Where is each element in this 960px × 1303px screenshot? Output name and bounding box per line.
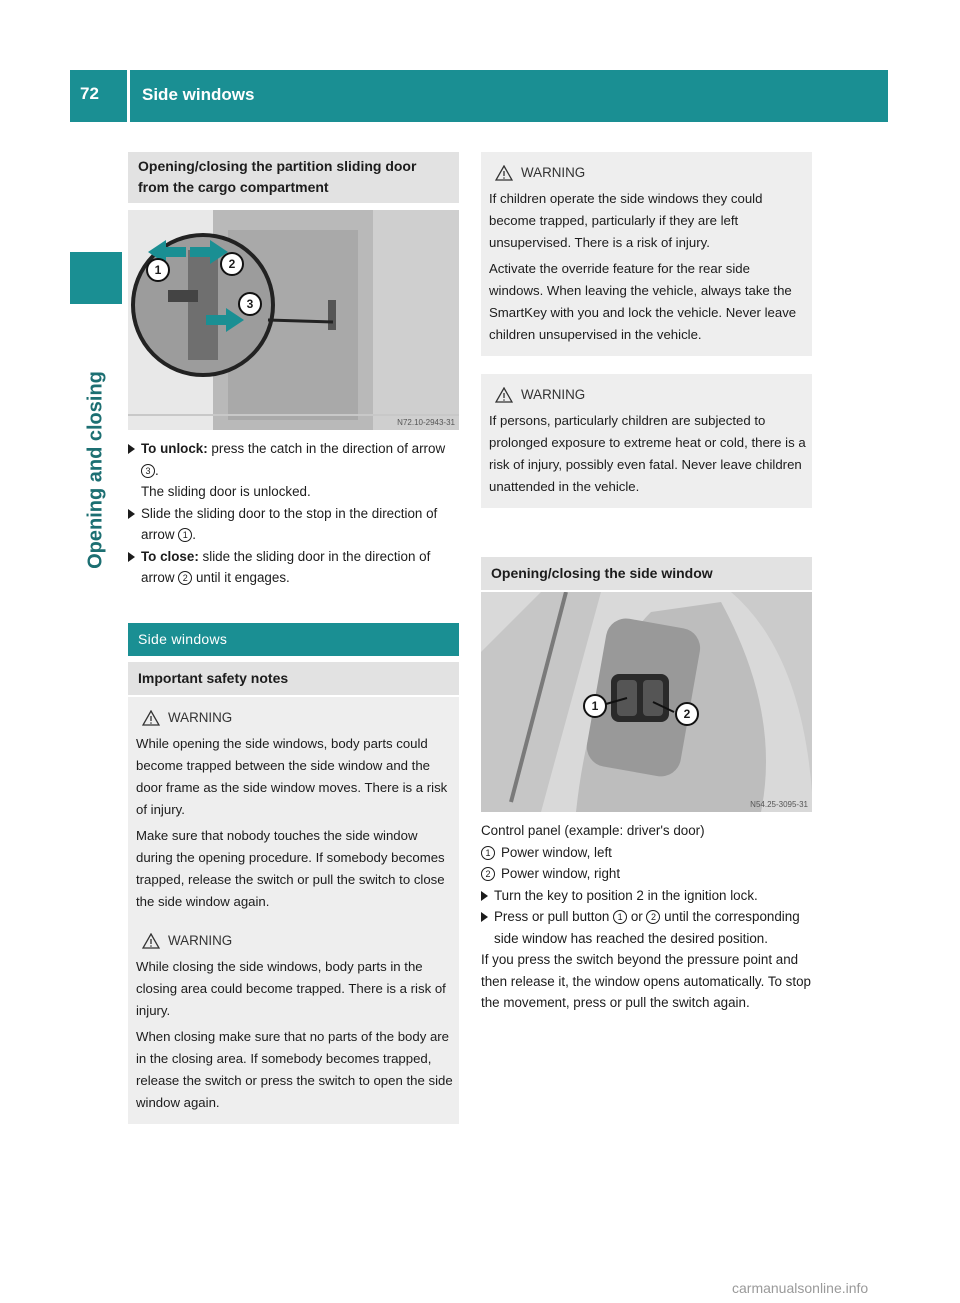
warning-text: While closing the side windows, body parts in the closing area could become trapped. There is a risk of injury. (136, 959, 446, 1018)
chapter-label: Opening and closing (84, 371, 107, 569)
section-heading-side-windows: Side windows (128, 623, 459, 656)
step-press-pull: Press or pull button 1 or 2 until the corresponding side window has reached the desired position. (481, 906, 812, 949)
callout-1: 1 (583, 694, 607, 718)
warning-text: While opening the side windows, body parts could become trapped between the side window and the door frame as the side window moves. There is a risk of injury. (136, 736, 448, 817)
warning-triangle-icon (142, 710, 160, 726)
callout-2: 2 (675, 702, 699, 726)
step-result: The sliding door is unlocked. (141, 484, 311, 499)
warning-box-opening (128, 697, 459, 923)
warning-text: Activate the override feature for the rear side windows. When leaving the vehicle, always take the SmartKey with you and lock the vehicle. Never leave children unsupervised in the vehicle. (489, 261, 797, 342)
footer-watermark: carmanualsonline.info (732, 1280, 869, 1296)
figure-side-window-control (481, 592, 812, 812)
warning-text: If persons, particularly children are subjected to prolonged exposure to extreme heat or cold, there is a risk of injury, possibly even fatal. Never leave children unattended in the vehicle. (489, 413, 806, 494)
side-window-control-illustration (481, 592, 812, 812)
callout-2: 2 (220, 252, 244, 276)
section-heading-partition-door: Opening/closing the partition sliding door from the cargo compartment (128, 152, 459, 203)
partition-door-steps (128, 438, 459, 589)
page-number: 72 (80, 84, 99, 103)
warning-title: WARNING (168, 933, 233, 948)
warning-title: WARNING (521, 165, 586, 180)
figure-code: N54.25-3095-31 (750, 800, 808, 809)
side-window-instructions (481, 820, 812, 1014)
warning-text: When closing make sure that no parts of the body are in the closing area. If somebody becomes trapped, release the switch or press the switch to open the side window again. (136, 1029, 453, 1110)
warning-box-closing (128, 920, 459, 1124)
step-close: To close: slide the sliding door in the direction of arrow 2 until it engages. (128, 546, 459, 589)
warning-box-heat (481, 374, 812, 508)
section-heading-side-window: Opening/closing the side window (481, 557, 812, 590)
legend-item: 1 Power window, left (481, 842, 812, 864)
figure-partition-door (128, 210, 459, 430)
automatic-note: If you press the switch beyond the pressure point and then release it, the window opens automatically. To stop the movement, press or pull the switch again. (481, 952, 811, 1010)
step-turn-key: Turn the key to position 2 in the ignition lock. (481, 885, 812, 907)
header-divider (127, 70, 130, 122)
warning-triangle-icon (495, 165, 513, 181)
warning-title: WARNING (521, 387, 586, 402)
callout-3: 3 (238, 292, 262, 316)
figure-code: N72.10-2943-31 (397, 418, 455, 427)
warning-text: If children operate the side windows they could become trapped, particularly if they are left unsupervised. There is a risk of injury. (489, 191, 763, 250)
callout-1: 1 (146, 258, 170, 282)
partition-door-illustration (128, 210, 459, 430)
warning-title: WARNING (168, 710, 233, 725)
chapter-tab (70, 252, 122, 304)
legend-item: 2 Power window, right (481, 863, 812, 885)
warning-triangle-icon (495, 387, 513, 403)
page-title: Side windows (142, 85, 255, 104)
warning-triangle-icon (142, 933, 160, 949)
warning-text: Make sure that nobody touches the side window during the opening procedure. If somebody becomes trapped, release the switch or pull the switch to close the side window again. (136, 828, 445, 909)
step-unlock: To unlock: press the catch in the direction of arrow 3 . (128, 438, 459, 481)
step-slide: Slide the sliding door to the stop in the direction of arrow 1 . (128, 503, 459, 546)
warning-box-children (481, 152, 812, 356)
figure-caption: Control panel (example: driver's door) (481, 823, 705, 838)
section-heading-safety-notes: Important safety notes (128, 662, 459, 695)
